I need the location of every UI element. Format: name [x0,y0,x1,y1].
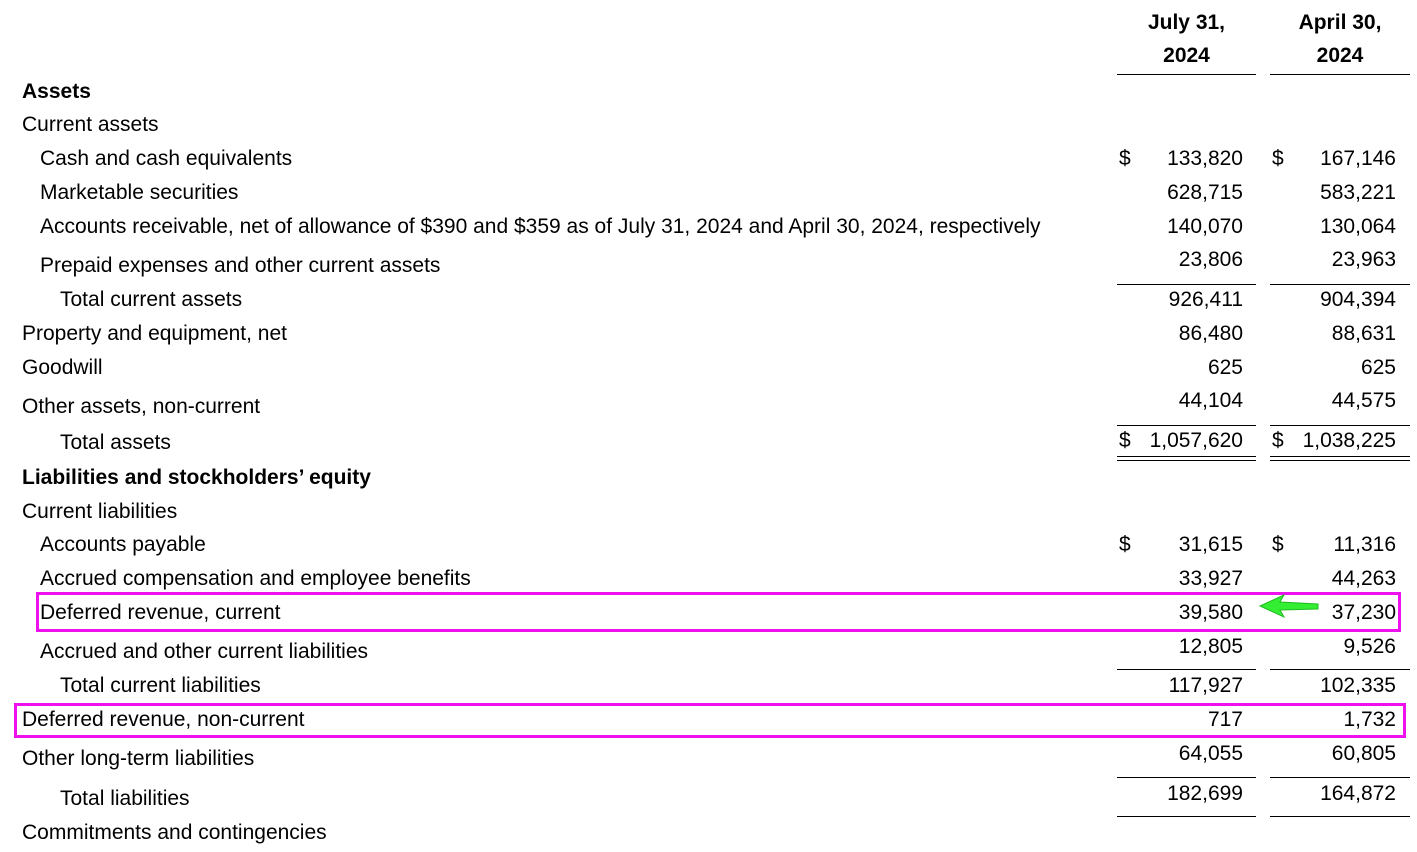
column-header-july-rule [1117,74,1256,75]
row-label-marketable-securities: Marketable securities [40,181,239,204]
row-label-property-equipment: Property and equipment, net [22,322,288,345]
row-label-accrued-other: Accrued and other current liabilities [40,640,369,663]
value-accrued-comp-apr: 44,263 [1331,567,1396,590]
row-label-commitments: Commitments and contingencies [22,821,327,844]
rule-total-current-assets [1117,284,1256,285]
currency-symbol: $ [1272,429,1284,452]
value-property-apr: 88,631 [1331,322,1396,345]
row-label-accounts-receivable: Accounts receivable, net of allowance of $390 and $359 as of July 31, 2024 and April 30, 2024, respectively [40,215,1041,238]
value-accrued-comp-jul: 33,927 [1178,567,1243,590]
rule-below-total-liabilities [1270,816,1410,817]
row-label-total-assets: Total assets [60,431,171,454]
value-goodwill-apr: 625 [1360,356,1396,379]
section-heading-liabilities-equity: Liabilities and stockholders’ equity [22,466,371,489]
row-label-accrued-compensation: Accrued compensation and employee benefits [40,567,471,590]
row-label-accounts-payable: Accounts payable [40,533,206,556]
value-accounts-payable-jul: 31,615 [1178,533,1243,556]
currency-symbol: $ [1272,147,1284,170]
row-label-goodwill: Goodwill [22,356,103,379]
rule-total-liabilities [1270,777,1410,778]
rule-total-current-assets [1270,284,1410,285]
value-receivable-jul: 140,070 [1167,215,1243,238]
currency-symbol: $ [1119,429,1131,452]
value-deferred-current-jul: 39,580 [1178,601,1243,624]
value-total-assets-apr: 1,038,225 [1302,429,1396,452]
value-other-long-term-jul: 64,055 [1178,742,1243,765]
currency-symbol: $ [1119,533,1131,556]
value-total-assets-jul: 1,057,620 [1149,429,1243,452]
value-accrued-other-jul: 12,805 [1178,635,1243,658]
row-label-deferred-revenue-current: Deferred revenue, current [40,601,281,624]
row-label-other-assets: Other assets, non-current [22,395,261,418]
value-deferred-current-apr: 37,230 [1331,601,1396,624]
value-total-liabilities-jul: 182,699 [1167,782,1243,805]
value-deferred-non-current-apr: 1,732 [1343,708,1396,731]
value-other-assets-jul: 44,104 [1178,389,1243,412]
value-accrued-other-apr: 9,526 [1343,635,1396,658]
double-rule-total-assets [1117,456,1256,461]
value-total-current-liabilities-jul: 117,927 [1168,674,1243,697]
row-label-total-liabilities: Total liabilities [60,787,190,810]
rule-total-assets [1117,425,1256,426]
rule-total-assets [1270,425,1410,426]
row-label-current-assets: Current assets [22,113,159,136]
value-other-long-term-apr: 60,805 [1331,742,1396,765]
value-total-current-assets-jul: 926,411 [1168,288,1243,311]
column-header-april-line2: 2024 [1316,44,1364,67]
column-header-july-line1: July 31, [1147,11,1226,34]
double-rule-total-assets [1270,456,1410,461]
column-header-july-line2: 2024 [1163,44,1210,67]
row-label-prepaid-expenses: Prepaid expenses and other current assets [40,254,441,277]
row-label-other-long-term: Other long-term liabilities [22,747,255,770]
rule-total-current-liabilities [1117,669,1256,670]
rule-total-liabilities [1117,777,1256,778]
value-accounts-payable-apr: 11,316 [1333,533,1396,556]
row-label-cash: Cash and cash equivalents [40,147,293,170]
column-header-july [1117,6,1256,72]
rule-total-current-liabilities [1270,669,1410,670]
row-label-total-current-liabilities: Total current liabilities [60,674,261,697]
value-deferred-non-current-jul: 717 [1207,708,1243,731]
column-header-april [1270,6,1410,72]
value-property-jul: 86,480 [1178,322,1243,345]
value-total-current-assets-apr: 904,394 [1320,288,1396,311]
currency-symbol: $ [1119,147,1131,170]
value-goodwill-jul: 625 [1207,356,1243,379]
value-marketable-jul: 628,715 [1167,181,1243,204]
column-header-april-rule [1270,74,1410,75]
section-heading-assets: Assets [22,80,91,103]
row-label-total-current-assets: Total current assets [60,288,243,311]
row-label-deferred-revenue-non-current: Deferred revenue, non-current [22,708,305,731]
value-cash-jul: 133,820 [1167,147,1243,170]
value-other-assets-apr: 44,575 [1331,389,1396,412]
column-header-april-line1: April 30, [1298,11,1382,34]
green-arrow-left-icon [1258,592,1322,620]
value-total-liabilities-apr: 164,872 [1320,782,1396,805]
value-cash-apr: 167,146 [1320,147,1396,170]
rule-below-total-liabilities [1117,816,1256,817]
value-receivable-apr: 130,064 [1320,215,1396,238]
value-prepaid-jul: 23,806 [1178,248,1243,271]
value-total-current-liabilities-apr: 102,335 [1320,674,1396,697]
value-prepaid-apr: 23,963 [1331,248,1396,271]
value-marketable-apr: 583,221 [1320,181,1396,204]
row-label-current-liabilities: Current liabilities [22,500,178,523]
currency-symbol: $ [1272,533,1284,556]
